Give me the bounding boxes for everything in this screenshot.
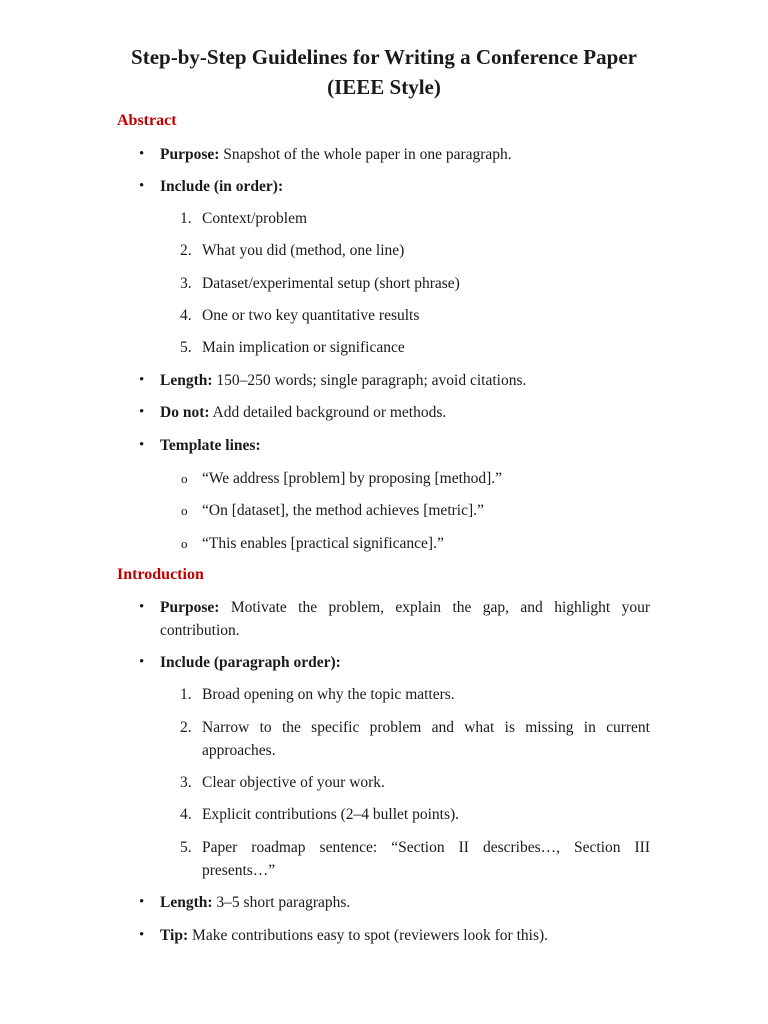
bullet-marker: • [139,437,145,453]
list-number: 1. [180,686,192,703]
introduction-heading: Introduction [117,566,204,583]
introduction-tip-label: Tip: [160,927,189,944]
document-title-line-1: Step-by-Step Guidelines for Writing a Conference Paper [131,45,637,69]
abstract-include-label: Include (in order): [160,178,284,195]
introduction-include [160,651,341,674]
list-number: 2. [180,242,192,259]
abstract-length-text: 150–250 words; single paragraph; avoid citations. [212,372,527,389]
abstract-purpose-text: Snapshot of the whole paper in one paragraph. [219,146,512,163]
bullet-marker: • [139,146,145,162]
abstract-length-label: Length: [160,372,213,389]
introduction-include-item-continued: presents…” [202,862,276,879]
bullet-marker: • [139,894,145,910]
introduction-include-item: Explicit contributions (2–4 bullet points). [202,806,460,823]
introduction-tip [160,924,548,947]
introduction-include-item: Narrow to the specific problem and what is missing in current [202,719,650,736]
list-number: 3. [180,774,192,791]
bullet-marker: • [139,178,145,194]
introduction-purpose [160,596,650,619]
abstract-template-item: “We address [problem] by proposing [method].” [202,470,503,487]
abstract-include [160,175,283,198]
introduction-include-item: Broad opening on why the topic matters. [202,686,455,703]
introduction-length-label: Length: [160,894,213,911]
list-number: 2. [180,719,192,736]
introduction-include-item: Clear objective of your work. [202,774,385,791]
abstract-length [160,369,526,392]
abstract-include-item: Dataset/experimental setup (short phrase) [202,275,460,292]
bullet-marker: • [139,654,145,670]
introduction-tip-text: Make contributions easy to spot (reviewers look for this). [188,927,549,944]
bullet-marker: • [139,599,145,615]
abstract-purpose [160,143,512,166]
introduction-include-item: Paper roadmap sentence: “Section II describes…, Section III [202,839,650,856]
abstract-template-item: “On [dataset], the method achieves [metric].” [202,502,484,519]
circle-bullet-marker: o [181,536,188,551]
list-number: 3. [180,275,192,292]
list-number: 5. [180,339,192,356]
list-number: 1. [180,210,192,227]
introduction-length-text: 3–5 short paragraphs. [212,894,351,911]
introduction-purpose-text-1: Motivate the problem, explain the gap, and highlight your [219,599,650,616]
introduction-length [160,891,350,914]
abstract-template-label: Template lines: [160,437,261,454]
abstract-include-item: Main implication or significance [202,339,405,356]
list-number: 4. [180,806,192,823]
abstract-include-item: What you did (method, one line) [202,242,405,259]
list-number: 5. [180,839,192,856]
abstract-include-item: One or two key quantitative results [202,307,420,324]
introduction-include-item-continued: approaches. [202,742,276,759]
abstract-include-item: Context/problem [202,210,308,227]
document-title-line-2: (IEEE Style) [327,75,441,99]
list-number: 4. [180,307,192,324]
abstract-donot-text: Add detailed background or methods. [209,404,447,421]
abstract-heading: Abstract [117,112,177,129]
circle-bullet-marker: o [181,503,188,518]
introduction-include-label: Include (paragraph order): [160,654,341,671]
abstract-donot [160,401,446,424]
abstract-donot-label: Do not: [160,404,210,421]
bullet-marker: • [139,404,145,420]
abstract-purpose-label: Purpose: [160,146,220,163]
bullet-marker: • [139,927,145,943]
circle-bullet-marker: o [181,471,188,486]
abstract-template [160,434,261,457]
introduction-purpose-label: Purpose: [160,599,220,616]
abstract-template-item: “This enables [practical significance].” [202,535,444,552]
introduction-purpose-text-2: contribution. [160,622,240,639]
bullet-marker: • [139,372,145,388]
